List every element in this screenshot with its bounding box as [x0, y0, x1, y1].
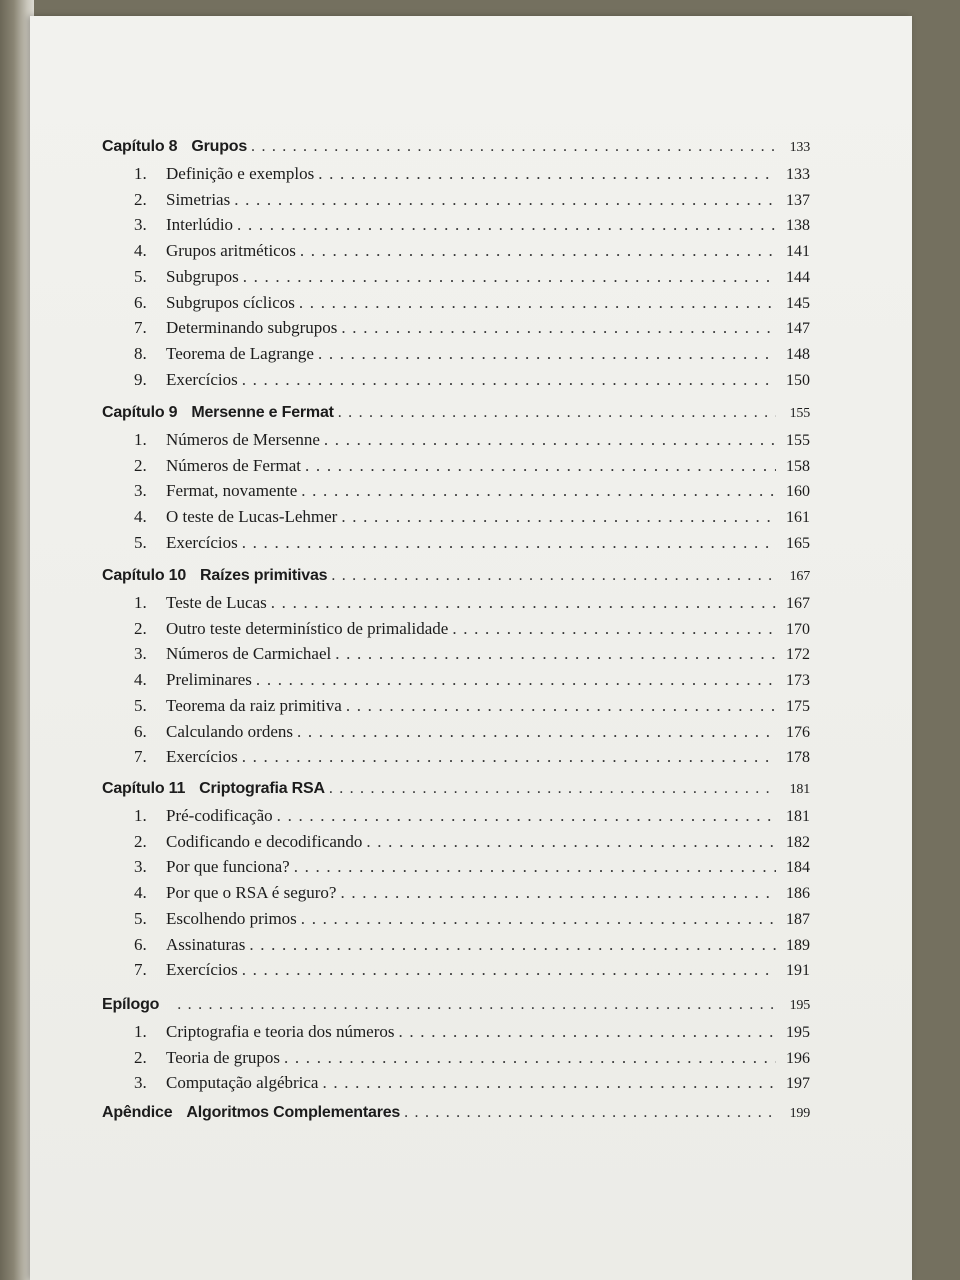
- section-page-number: 195: [786, 1024, 810, 1041]
- section-entry: [134, 722, 810, 746]
- section-entry: [134, 481, 810, 505]
- dot-leader: [277, 806, 776, 826]
- chapter-entry: [102, 780, 810, 804]
- section-entry: [134, 1048, 810, 1072]
- chapter-label: Epílogo: [102, 996, 160, 1013]
- chapter-title: Mersenne e Fermat: [191, 404, 334, 421]
- section-title: Simetrias: [166, 189, 231, 209]
- section-number: 2.: [134, 1047, 147, 1067]
- dot-leader: [242, 960, 776, 980]
- section-title: Subgrupos: [166, 266, 239, 286]
- section-page-number: 173: [786, 672, 810, 690]
- dot-leader: [341, 507, 776, 527]
- chapter-label: Capítulo 11: [102, 780, 186, 797]
- chapter-title: Grupos: [191, 138, 248, 155]
- section-page-number: 191: [786, 962, 810, 980]
- chapter-page-number: 195: [789, 998, 810, 1013]
- dot-leader: [251, 138, 776, 156]
- section-entry: [134, 267, 810, 291]
- section-title: Exercícios: [166, 369, 238, 389]
- section-entry: [134, 241, 810, 265]
- section-title: Exercícios: [166, 960, 238, 980]
- dot-leader: [335, 644, 776, 664]
- section-title: Computação algébrica: [166, 1073, 319, 1093]
- chapter-entry: [102, 1104, 810, 1128]
- section-title: Exercícios: [166, 747, 238, 767]
- section-number: 2.: [134, 831, 147, 851]
- section-page-number: 196: [786, 1049, 810, 1067]
- dot-leader: [177, 996, 776, 1014]
- dot-leader: [329, 780, 776, 798]
- section-title: Criptografia e teoria dos números: [166, 1022, 395, 1041]
- dot-leader: [399, 1022, 777, 1042]
- section-title: Definição e exemplos: [166, 164, 315, 183]
- section-title: Escolhendo primos: [166, 908, 297, 928]
- section-title: Grupos aritméticos: [166, 241, 296, 261]
- section-entry: [134, 883, 810, 907]
- chapter-page-number: 167: [789, 569, 810, 584]
- dot-leader: [346, 696, 776, 716]
- dot-leader: [299, 293, 776, 313]
- section-page-number: 150: [786, 371, 810, 389]
- section-entry: [134, 644, 810, 668]
- section-number: 5.: [134, 908, 147, 928]
- section-title: Interlúdio: [166, 215, 234, 235]
- section-page-number: 184: [786, 859, 810, 877]
- section-title: Números de Carmichael: [166, 644, 332, 664]
- section-page-number: 182: [786, 833, 810, 851]
- section-entry: [134, 370, 810, 394]
- section-title: Por que funciona?: [166, 857, 290, 877]
- section-number: 7.: [134, 960, 147, 980]
- section-entry: [134, 215, 810, 239]
- chapter-title: Raízes primitivas: [200, 567, 328, 584]
- dot-leader: [301, 909, 776, 929]
- section-entry: [134, 456, 810, 480]
- section-number: 1.: [134, 430, 147, 449]
- section-number: 6.: [134, 721, 147, 741]
- section-title: Teoria de grupos: [166, 1047, 280, 1067]
- section-title: Exercícios: [166, 532, 238, 552]
- dot-leader: [256, 670, 776, 690]
- section-page-number: 144: [786, 268, 810, 286]
- dot-leader: [249, 935, 776, 955]
- dot-leader: [301, 481, 776, 501]
- dot-leader: [318, 344, 776, 364]
- dot-leader: [305, 456, 776, 476]
- section-number: 4.: [134, 670, 147, 690]
- book-spine-edge: [0, 0, 34, 1280]
- chapter-entry: [102, 996, 810, 1020]
- section-page-number: 172: [786, 646, 810, 664]
- dot-leader: [242, 533, 776, 553]
- section-entry: [134, 909, 810, 933]
- section-entry: [134, 696, 810, 720]
- section-page-number: 187: [786, 910, 810, 928]
- dot-leader: [338, 404, 776, 422]
- dot-leader: [331, 567, 776, 585]
- dot-leader: [300, 241, 776, 261]
- section-entry: [134, 857, 810, 881]
- section-number: 9.: [134, 369, 147, 389]
- section-number: 6.: [134, 292, 147, 312]
- dot-leader: [284, 1048, 776, 1068]
- dot-leader: [366, 832, 776, 852]
- dot-leader: [242, 747, 776, 767]
- section-page-number: 137: [786, 191, 810, 209]
- section-entry: [134, 344, 810, 368]
- section-title: Teste de Lucas: [166, 593, 267, 612]
- section-page-number: 176: [786, 723, 810, 741]
- dot-leader: [234, 190, 776, 210]
- section-entry: [134, 670, 810, 694]
- section-number: 1.: [134, 1022, 147, 1041]
- section-number: 2.: [134, 189, 147, 209]
- section-title: Pré-codificação: [166, 806, 273, 825]
- section-page-number: 189: [786, 936, 810, 954]
- book-page: [30, 16, 912, 1280]
- section-entry: [134, 533, 810, 557]
- section-number: 8.: [134, 343, 147, 363]
- section-page-number: 167: [786, 595, 810, 612]
- section-entry: [134, 593, 810, 617]
- chapter-label: Capítulo 9: [102, 404, 178, 421]
- section-number: 6.: [134, 934, 147, 954]
- section-entry: [134, 806, 810, 830]
- section-page-number: 133: [786, 166, 810, 183]
- section-page-number: 161: [786, 509, 810, 527]
- chapter-page-number: 181: [789, 782, 810, 797]
- chapter-entry: [102, 404, 810, 428]
- section-title: Outro teste determinístico de primalidade: [166, 618, 449, 638]
- dot-leader: [322, 1073, 776, 1093]
- section-page-number: 147: [786, 320, 810, 338]
- section-number: 5.: [134, 266, 147, 286]
- dot-leader: [341, 318, 776, 338]
- section-title: Subgrupos cíclicos: [166, 292, 295, 312]
- section-page-number: 155: [786, 432, 810, 449]
- section-page-number: 181: [786, 808, 810, 825]
- section-title: Por que o RSA é seguro?: [166, 883, 337, 903]
- dot-leader: [404, 1104, 776, 1122]
- section-title: Números de Fermat: [166, 455, 302, 475]
- section-entry: [134, 1022, 810, 1046]
- section-entry: [134, 935, 810, 959]
- section-number: 2.: [134, 618, 147, 638]
- chapter-page-number: 133: [789, 140, 810, 155]
- dot-leader: [297, 722, 776, 742]
- section-entry: [134, 619, 810, 643]
- dot-leader: [452, 619, 776, 639]
- chapter-label: Capítulo 8: [102, 138, 178, 155]
- section-page-number: 178: [786, 749, 810, 767]
- section-number: 2.: [134, 455, 147, 475]
- section-page-number: 160: [786, 483, 810, 501]
- section-number: 1.: [134, 593, 147, 612]
- chapter-label: Apêndice: [102, 1104, 173, 1121]
- section-number: 4.: [134, 507, 147, 527]
- section-entry: [134, 190, 810, 214]
- chapter-entry: [102, 567, 810, 591]
- section-number: 3.: [134, 1073, 147, 1093]
- section-title: Fermat, novamente: [166, 481, 298, 501]
- dot-leader: [242, 370, 776, 390]
- chapter-title: Algoritmos Complementares: [186, 1104, 401, 1121]
- section-number: 3.: [134, 215, 147, 235]
- chapter-page-number: 199: [789, 1106, 810, 1121]
- section-number: 3.: [134, 644, 147, 664]
- section-title: Calculando ordens: [166, 721, 293, 741]
- dot-leader: [271, 593, 776, 613]
- section-page-number: 197: [786, 1075, 810, 1093]
- section-entry: [134, 960, 810, 984]
- section-page-number: 165: [786, 534, 810, 552]
- section-page-number: 141: [786, 243, 810, 261]
- section-number: 3.: [134, 857, 147, 877]
- section-entry: [134, 507, 810, 531]
- section-number: 5.: [134, 532, 147, 552]
- dot-leader: [318, 164, 776, 184]
- section-page-number: 158: [786, 457, 810, 475]
- section-title: Preliminares: [166, 670, 252, 690]
- section-number: 7.: [134, 318, 147, 338]
- section-entry: [134, 747, 810, 771]
- section-page-number: 138: [786, 217, 810, 235]
- chapter-page-number: 155: [789, 406, 810, 421]
- section-title: Teorema da raiz primitiva: [166, 695, 342, 715]
- section-number: 4.: [134, 883, 147, 903]
- section-page-number: 148: [786, 345, 810, 363]
- dot-leader: [243, 267, 776, 287]
- table-of-contents: [30, 16, 912, 1280]
- section-page-number: 186: [786, 885, 810, 903]
- dot-leader: [324, 430, 776, 450]
- section-title: O teste de Lucas-Lehmer: [166, 507, 338, 527]
- section-page-number: 170: [786, 620, 810, 638]
- section-entry: [134, 430, 810, 454]
- section-title: Codificando e decodificando: [166, 831, 363, 851]
- section-number: 5.: [134, 695, 147, 715]
- section-entry: [134, 318, 810, 342]
- section-number: 4.: [134, 241, 147, 261]
- chapter-label: Capítulo 10: [102, 567, 187, 584]
- dot-leader: [340, 883, 776, 903]
- section-page-number: 145: [786, 294, 810, 312]
- section-title: Teorema de Lagrange: [166, 343, 314, 363]
- section-number: 7.: [134, 747, 147, 767]
- section-title: Assinaturas: [166, 934, 246, 954]
- dot-leader: [294, 857, 776, 877]
- chapter-title: Criptografia RSA: [199, 780, 325, 797]
- section-title: Números de Mersenne: [166, 430, 320, 449]
- section-number: 1.: [134, 806, 147, 825]
- section-number: 3.: [134, 481, 147, 501]
- section-entry: [134, 1073, 810, 1097]
- section-entry: [134, 832, 810, 856]
- section-title: Determinando subgrupos: [166, 318, 338, 338]
- section-page-number: 175: [786, 697, 810, 715]
- section-number: 1.: [134, 164, 147, 183]
- dot-leader: [237, 215, 776, 235]
- section-entry: [134, 293, 810, 317]
- section-entry: [134, 164, 810, 188]
- chapter-entry: [102, 138, 810, 162]
